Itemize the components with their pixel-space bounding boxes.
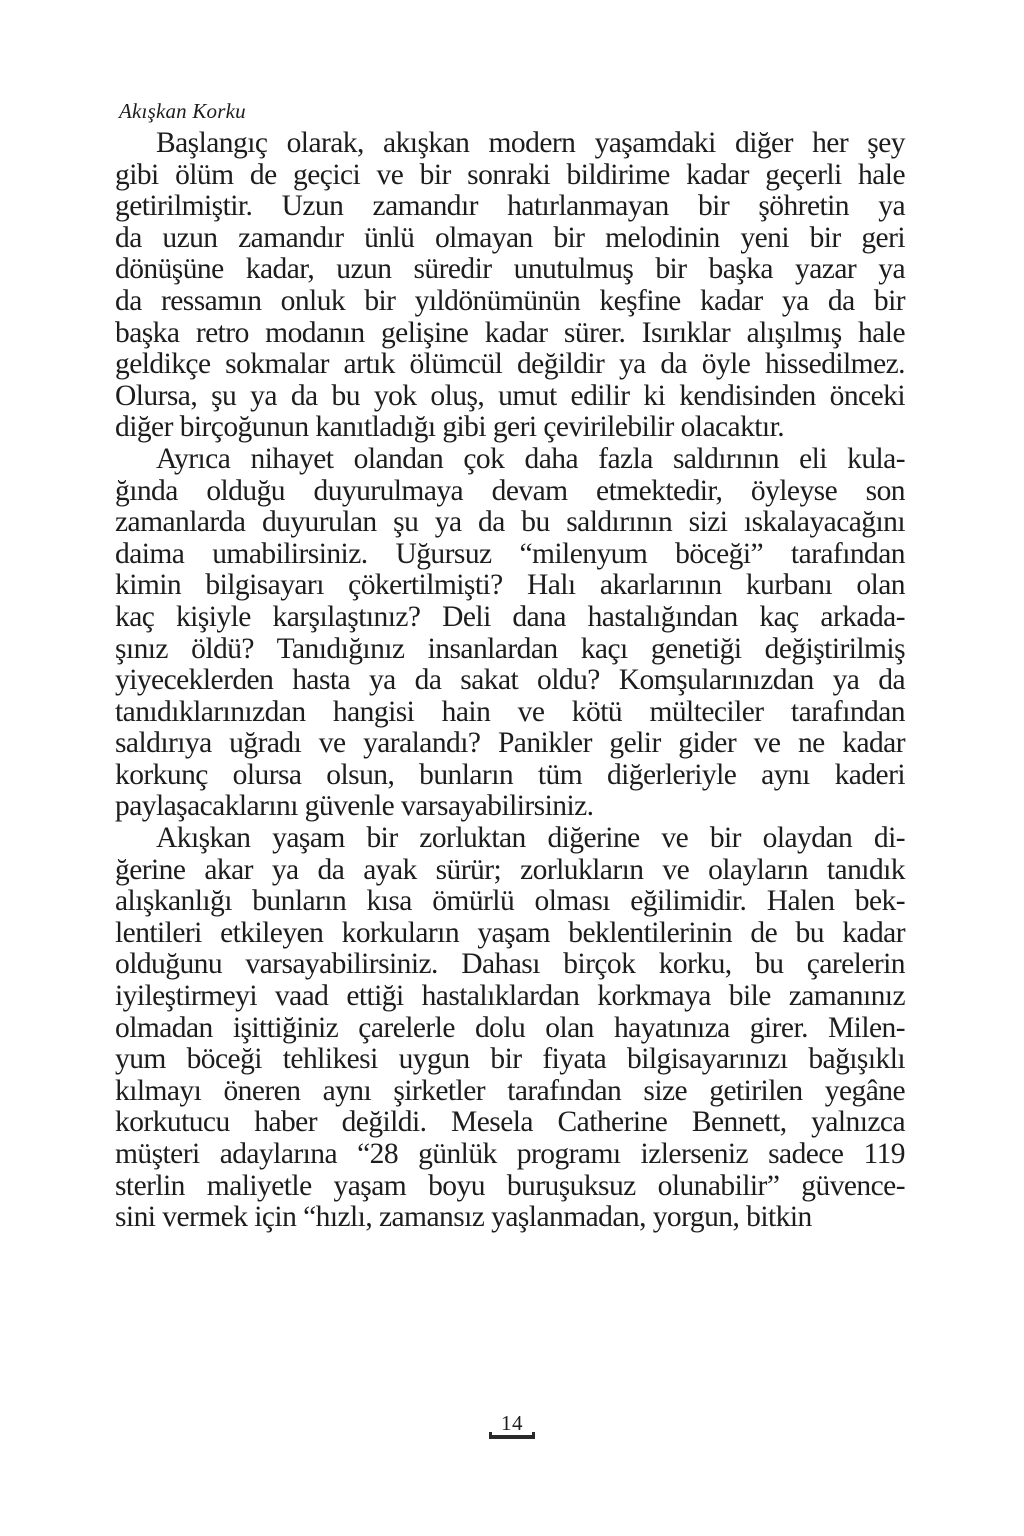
book-page — [115, 96, 905, 1234]
text-line-content: sterlin maliyetle yaşam boyu buruşuksuz olunabilir” güvence- — [115, 1169, 905, 1202]
text-line-content: yiyeceklerden hasta ya da sakat oldu? Komşularınızdan ya da — [115, 664, 905, 697]
text-line — [115, 1202, 905, 1234]
text-line — [115, 665, 905, 697]
text-line — [115, 949, 905, 981]
text-line-content: olmadan işittiğiniz çarelerle dolu olan hayatınıza girer. Milen- — [115, 1011, 905, 1044]
text-line-content: lentileri etkileyen korkuların yaşam beklentilerinin de bu kadar — [115, 916, 905, 949]
text-line — [115, 191, 905, 223]
page-number — [489, 1412, 535, 1434]
text-line — [115, 507, 905, 539]
text-line — [115, 128, 905, 160]
text-line-content: olduğunu varsayabilirsiniz. Dahası birçok korku, bu çarelerin — [115, 948, 905, 981]
text-line-content: korkunç olursa olsun, bunların tüm diğerleriyle aynı kaderi — [115, 758, 905, 791]
text-line — [115, 286, 905, 318]
text-line — [115, 381, 905, 413]
page-number-text: 14 — [501, 1411, 523, 1435]
text-line — [115, 634, 905, 666]
text-line — [115, 160, 905, 192]
text-line — [115, 1139, 905, 1171]
text-line-content: iyileştirmeyi vaad ettiği hastalıklardan korkmaya bile zamanınız — [115, 980, 905, 1013]
paragraph — [115, 128, 905, 444]
text-line — [115, 1171, 905, 1203]
text-line — [115, 728, 905, 760]
body-text — [115, 128, 905, 1234]
text-line-content: tanıdıklarınızdan hangisi hain ve kötü mülteciler tarafından — [115, 695, 905, 728]
text-line-content: da uzun zamandır ünlü olmayan bir melodinin yeni bir geri — [115, 221, 905, 254]
text-line — [115, 602, 905, 634]
text-line-content: ğerine akar ya da ayak sürür; zorlukların ve olayların tanıdık — [115, 853, 905, 886]
text-line — [115, 791, 905, 823]
text-line — [115, 318, 905, 350]
text-line-content: kimin bilgisayarı çökertilmişti? Halı akarlarının kurbanı olan — [115, 569, 905, 602]
text-line — [115, 254, 905, 286]
text-line-content: yum böceği tehlikesi uygun bir fiyata bilgisayarınızı bağışıklı — [115, 1043, 905, 1076]
text-line-content: dönüşüne kadar, uzun süredir unutulmuş bir başka yazar ya — [115, 253, 905, 286]
text-line — [115, 760, 905, 792]
page-number-bracket-decoration — [489, 1432, 535, 1439]
text-line-content: getirilmiştir. Uzun zamandır hatırlanmayan bir şöhretin ya — [115, 190, 905, 223]
text-line-content: ğında olduğu duyurulmaya devam etmektedir, öyleyse son — [115, 474, 905, 507]
text-line-content: Akışkan yaşam bir zorluktan diğerine ve bir olaydan di- — [156, 822, 905, 855]
running-header: Akışkan Korku — [119, 99, 246, 123]
text-line — [115, 981, 905, 1013]
text-line-content: korkutucu haber değildi. Mesela Catherine Bennett, yalnızca — [115, 1106, 905, 1139]
paragraph — [115, 444, 905, 823]
text-line — [115, 412, 905, 444]
text-line-content: Ayrıca nihayet olandan çok daha fazla saldırının eli kula- — [156, 442, 905, 475]
text-line-content: sini vermek için “hızlı, zamansız yaşlanmadan, yorgun, bitkin — [115, 1201, 812, 1234]
text-line-content: daima umabilirsiniz. Uğursuz “milenyum böceği” tarafından — [115, 537, 905, 570]
text-line-content: müşteri adaylarına “28 günlük programı izlerseniz sadece 119 — [115, 1138, 905, 1170]
text-line-content: Başlangıç olarak, akışkan modern yaşamdaki diğer her şey — [156, 127, 905, 159]
text-line — [115, 855, 905, 887]
text-line — [115, 476, 905, 508]
text-line-content: şınız öldü? Tanıdığınız insanlardan kaçı genetiği değiştirilmiş — [115, 632, 905, 665]
text-line — [115, 570, 905, 602]
text-line-content: zamanlarda duyurulan şu ya da bu saldırının sizi ıskalayacağını — [115, 506, 905, 539]
text-line-content: saldırıya uğradı ve yaralandı? Panikler gelir gider ve ne kadar — [115, 727, 905, 760]
text-line-content: Olursa, şu ya da bu yok oluş, umut edilir ki kendisinden önceki — [115, 379, 905, 412]
text-line — [115, 823, 905, 855]
text-line-content: gibi ölüm de geçici ve bir sonraki bildirime kadar geçerli hale — [115, 158, 905, 191]
text-line — [115, 223, 905, 255]
text-line — [115, 918, 905, 950]
text-line-content: başka retro modanın gelişine kadar sürer. Isırıklar alışılmış hale — [115, 316, 905, 349]
text-line — [115, 444, 905, 476]
text-line-content: da ressamın onluk bir yıldönümünün keşfine kadar ya da bir — [115, 284, 905, 317]
text-line-content: kaç kişiyle karşılaştınız? Deli dana hastalığından kaç arkada- — [115, 600, 905, 633]
text-line — [115, 886, 905, 918]
text-line — [115, 539, 905, 571]
paragraph — [115, 823, 905, 1234]
text-line — [115, 1044, 905, 1076]
text-line-content: kılmayı öneren aynı şirketler tarafından size getirilen yegâne — [115, 1074, 905, 1107]
text-line — [115, 697, 905, 729]
text-line-content: alışkanlığı bunların kısa ömürlü olması eğilimidir. Halen bek- — [115, 885, 905, 918]
text-line — [115, 349, 905, 381]
text-line — [115, 1107, 905, 1139]
text-line — [115, 1013, 905, 1045]
text-line-content: diğer birçoğunun kanıtladığı gibi geri çevirilebilir olacaktır. — [115, 411, 785, 444]
text-line — [115, 1076, 905, 1108]
page-footer — [0, 1412, 1024, 1435]
text-line-content: paylaşacaklarını güvenle varsayabilirsiniz. — [115, 790, 594, 823]
text-line-content: geldikçe sokmalar artık ölümcül değildir ya da öyle hissedilmez. — [115, 348, 905, 381]
